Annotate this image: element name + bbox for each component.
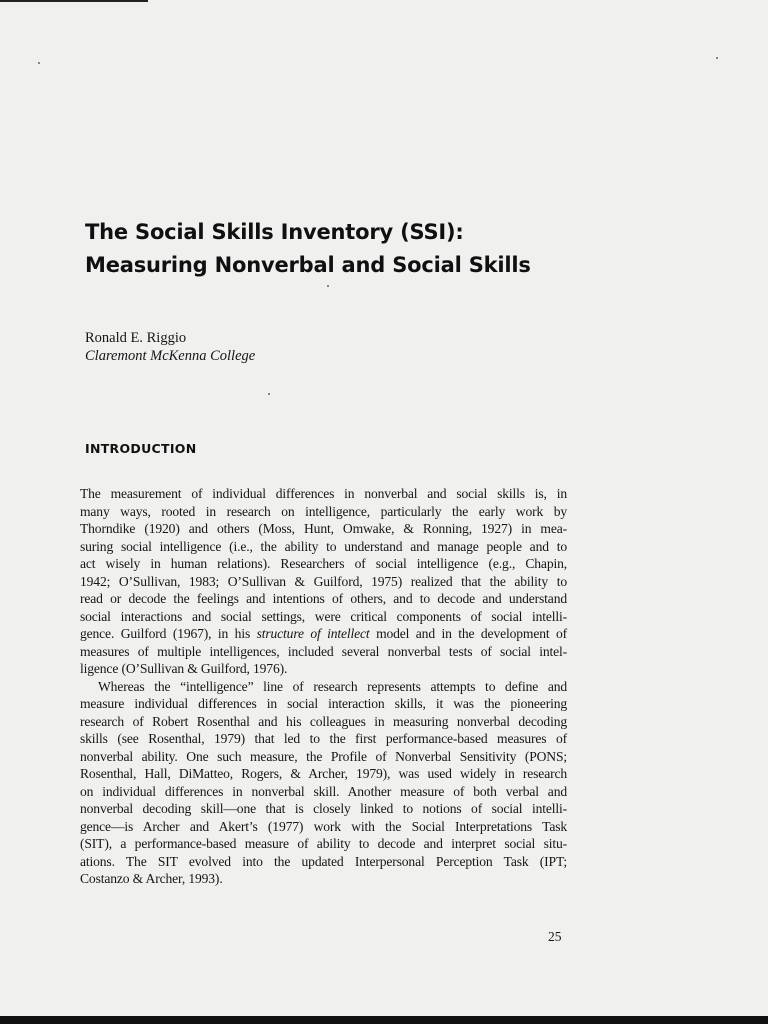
text-line: act wisely in human relations). Researchers of social intelligence (e.g., Chapin, bbox=[80, 556, 567, 571]
bottom-scan-edge bbox=[0, 1016, 768, 1024]
scan-speck bbox=[327, 285, 329, 287]
italic-term: structure of intellect bbox=[256, 626, 370, 641]
text-line: social interactions and social settings, were critical components of social intelli- bbox=[80, 608, 567, 624]
scan-speck bbox=[716, 57, 718, 59]
text-line: suring social intelligence (i.e., the ability to understand and manage people and to bbox=[80, 538, 567, 554]
paragraph-1 bbox=[80, 485, 567, 678]
text-run: gence. Guilford (1967), in his bbox=[80, 626, 257, 641]
scan-speck bbox=[268, 393, 270, 395]
text-line bbox=[80, 625, 567, 643]
text-line: gence—is Archer and Akert’s (1977) work with the Social Interpretations Task bbox=[80, 818, 567, 834]
text-line: Rosenthal, Hall, DiMatteo, Rogers, & Archer, 1979), was used widely in research bbox=[80, 766, 567, 781]
text-line: nonverbal decoding skill—one that is closely linked to notions of social intelli- bbox=[80, 801, 567, 816]
text-run: model and in the development of bbox=[369, 626, 568, 641]
paragraph-2 bbox=[80, 678, 567, 888]
chapter-title-line-1: The Social Skills Inventory (SSI): bbox=[85, 220, 464, 244]
chapter-title-line-2: Measuring Nonverbal and Social Skills bbox=[85, 253, 531, 277]
author-affiliation: Claremont McKenna College bbox=[85, 348, 256, 364]
text-line: The measurement of individual differences in nonverbal and social skills is, in bbox=[80, 486, 567, 501]
text-line: read or decode the feelings and intentions of others, and to decode and understand bbox=[80, 591, 567, 606]
text-line: 1942; O’Sullivan, 1983; O’Sullivan & Guilford, 1975) realized that the ability to bbox=[80, 573, 567, 589]
text-line: (SIT), a performance-based measure of ability to decode and interpret social situ- bbox=[80, 836, 567, 851]
text-line: ligence (O’Sullivan & Guilford, 1976). bbox=[80, 661, 288, 676]
text-line: measure individual differences in social interaction skills, it was the pioneering bbox=[80, 696, 567, 711]
body-text bbox=[80, 485, 567, 888]
chapter-title bbox=[85, 216, 705, 282]
text-line: skills (see Rosenthal, 1979) that led to the first performance-based measures of bbox=[80, 731, 567, 746]
text-line: Thorndike (1920) and others (Moss, Hunt, Omwake, & Ronning, 1927) in mea- bbox=[80, 521, 567, 536]
text-line: on individual differences in nonverbal skill. Another measure of both verbal and bbox=[80, 783, 567, 799]
top-scan-edge bbox=[0, 0, 148, 2]
text-line: Whereas the “intelligence” line of research represents attempts to define and bbox=[98, 678, 567, 694]
text-line: research of Robert Rosenthal and his colleagues in measuring nonverbal decoding bbox=[80, 713, 567, 729]
text-line: Costanzo & Archer, 1993). bbox=[80, 871, 223, 886]
scan-speck bbox=[38, 62, 40, 64]
section-heading: INTRODUCTION bbox=[85, 441, 197, 456]
page-number: 25 bbox=[548, 929, 562, 944]
text-line: nonverbal ability. One such measure, the Profile of Nonverbal Sensitivity (PONS; bbox=[80, 748, 567, 764]
text-line: ations. The SIT evolved into the updated Interpersonal Perception Task (IPT; bbox=[80, 853, 567, 869]
author-block bbox=[85, 329, 255, 365]
text-line: measures of multiple intelligences, included several nonverbal tests of social intel- bbox=[80, 643, 567, 659]
text-line: many ways, rooted in research on intelligence, particularly the early work by bbox=[80, 503, 567, 519]
author-name: Ronald E. Riggio bbox=[85, 330, 187, 346]
